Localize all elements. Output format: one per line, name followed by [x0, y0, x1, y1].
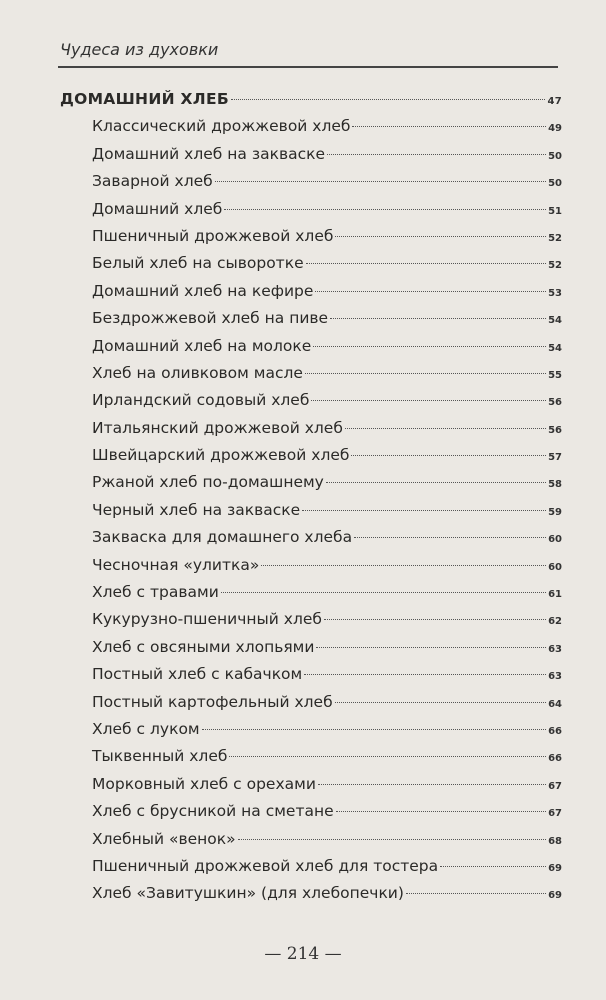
toc-entry-page: 56 — [548, 424, 562, 436]
dot-leader — [440, 866, 546, 867]
toc-entry-title: Закваска для домашнего хлеба — [92, 528, 353, 547]
dot-leader — [354, 537, 546, 538]
dot-leader — [335, 702, 546, 703]
toc-entry-title: Домашний хлеб на молоке — [92, 336, 312, 355]
toc-entry-title: Хлебный «венок» — [92, 829, 236, 848]
toc-entry-page: 54 — [548, 342, 562, 354]
dot-leader — [330, 318, 546, 319]
dot-leader — [406, 893, 546, 894]
toc-entry-page: 52 — [548, 232, 562, 244]
toc-entry-title: Классический дрожжевой хлеб — [92, 117, 351, 136]
toc-entry-title: Тыквенный хлеб — [92, 747, 228, 766]
dot-leader — [229, 756, 546, 757]
toc-entry — [60, 360, 562, 387]
toc-entry — [60, 634, 562, 661]
toc-entry-title: Домашний хлеб — [92, 199, 223, 218]
dot-leader — [238, 839, 546, 840]
dot-leader — [305, 373, 546, 374]
toc-entries — [60, 113, 562, 907]
toc-entry — [60, 606, 562, 633]
toc-entry-page: 58 — [548, 479, 562, 491]
toc-entry-page: 51 — [548, 205, 562, 217]
toc-section-heading — [60, 86, 562, 113]
toc-entry-title: Ирландский содовый хлеб — [92, 391, 310, 410]
toc-entry — [60, 196, 562, 223]
dot-leader — [231, 99, 545, 100]
toc-entry — [60, 497, 562, 524]
toc-entry-page: 60 — [548, 534, 562, 546]
toc-section-title: ДОМАШНИЙ ХЛЕБ — [60, 90, 229, 108]
toc-entry-page: 57 — [548, 452, 562, 464]
toc-entry-title: Швейцарский дрожжевой хлеб — [92, 446, 350, 465]
toc-entry-title: Заварной хлеб — [92, 172, 213, 191]
toc-entry-page: 61 — [548, 589, 562, 601]
dot-leader — [345, 428, 546, 429]
toc-entry — [60, 333, 562, 360]
toc-section-page: 47 — [547, 96, 562, 107]
toc-entry — [60, 113, 562, 140]
dot-leader — [324, 619, 546, 620]
toc-entry-title: Ржаной хлеб по-домашнему — [92, 473, 324, 492]
toc-entry — [60, 524, 562, 551]
dot-leader — [351, 455, 546, 456]
toc-entry-page: 53 — [548, 287, 562, 299]
toc-entry-page: 60 — [548, 561, 562, 573]
toc-entry-title: Итальянский дрожжевой хлеб — [92, 418, 343, 437]
toc-entry-title: Бездрожжевой хлеб на пиве — [92, 309, 329, 328]
toc-entry-title: Хлеб с овсяными хлопьями — [92, 637, 315, 656]
dot-leader — [318, 784, 546, 785]
toc-entry — [60, 880, 562, 907]
toc-entry-page: 56 — [548, 397, 562, 409]
toc-entry-title: Белый хлеб на сыворотке — [92, 254, 304, 273]
toc-entry — [60, 689, 562, 716]
dot-leader — [261, 565, 546, 566]
toc-entry-page: 50 — [548, 178, 562, 190]
toc-entry — [60, 223, 562, 250]
toc-entry-title: Хлеб с брусникой на сметане — [92, 802, 334, 821]
toc-entry-title: Постный хлеб с кабачком — [92, 665, 303, 684]
toc-entry-title: Чесночная «улитка» — [92, 555, 260, 574]
dot-leader — [313, 346, 546, 347]
toc-entry — [60, 141, 562, 168]
toc-entry-title: Пшеничный дрожжевой хлеб — [92, 226, 334, 245]
dot-leader — [311, 400, 546, 401]
dot-leader — [306, 263, 546, 264]
toc-entry — [60, 552, 562, 579]
toc-entry-title: Домашний хлеб на кефире — [92, 281, 314, 300]
toc-entry-title: Хлеб с травами — [92, 583, 219, 602]
dot-leader — [304, 674, 546, 675]
toc-entry-title: Хлеб «Завитушкин» (для хлебопечки) — [92, 884, 404, 903]
toc-entry-page: 49 — [548, 123, 562, 135]
toc-entry — [60, 826, 562, 853]
toc-entry — [60, 716, 562, 743]
toc-entry-title: Кукурузно-пшеничный хлеб — [92, 610, 322, 629]
toc-entry — [60, 415, 562, 442]
toc-entry-page: 62 — [548, 616, 562, 628]
toc-entry-page: 66 — [548, 725, 562, 737]
toc-entry-page: 66 — [548, 753, 562, 765]
toc-entry-page: 50 — [548, 150, 562, 162]
dot-leader — [215, 181, 546, 182]
toc-entry-page: 64 — [548, 698, 562, 710]
dot-leader — [221, 592, 546, 593]
toc-entry-title: Пшеничный дрожжевой хлеб для тостера — [92, 856, 439, 875]
dot-leader — [202, 729, 546, 730]
toc-entry — [60, 743, 562, 770]
toc-entry-page: 55 — [548, 369, 562, 381]
toc-entry-page: 69 — [548, 862, 562, 874]
page-number: — 214 — — [264, 944, 342, 964]
toc-entry-title: Хлеб на оливковом масле — [92, 363, 303, 382]
dot-leader — [316, 647, 546, 648]
toc-entry — [60, 278, 562, 305]
toc-entry-title: Морковный хлеб с орехами — [92, 774, 316, 793]
dot-leader — [336, 811, 546, 812]
toc-entry-title: Домашний хлеб на закваске — [92, 144, 325, 163]
toc-entry — [60, 250, 562, 277]
dot-leader — [327, 154, 546, 155]
dot-leader — [302, 510, 546, 511]
toc-entry-title: Черный хлеб на закваске — [92, 500, 301, 519]
dot-leader — [326, 482, 546, 483]
toc-entry-page: 69 — [548, 890, 562, 902]
toc-entry — [60, 168, 562, 195]
header-rule — [58, 66, 558, 68]
toc-entry-page: 54 — [548, 315, 562, 327]
table-of-contents — [60, 86, 562, 908]
toc-entry-page: 67 — [548, 808, 562, 820]
toc-entry-page: 59 — [548, 506, 562, 518]
toc-entry — [60, 387, 562, 414]
toc-entry — [60, 469, 562, 496]
toc-entry — [60, 442, 562, 469]
toc-entry — [60, 853, 562, 880]
dot-leader — [224, 209, 546, 210]
toc-entry — [60, 661, 562, 688]
toc-entry — [60, 798, 562, 825]
dot-leader — [352, 126, 546, 127]
toc-entry-title: Хлеб с луком — [92, 719, 200, 738]
dot-leader — [335, 236, 546, 237]
dot-leader — [315, 291, 546, 292]
toc-entry-page: 63 — [548, 643, 562, 655]
toc-entry — [60, 771, 562, 798]
toc-entry — [60, 305, 562, 332]
toc-entry — [60, 579, 562, 606]
toc-entry-page: 52 — [548, 260, 562, 272]
toc-entry-title: Постный картофельный хлеб — [92, 692, 333, 711]
toc-entry-page: 63 — [548, 671, 562, 683]
toc-entry-page: 67 — [548, 780, 562, 792]
toc-entry-page: 68 — [548, 835, 562, 847]
running-head: Чудеса из духовки — [60, 40, 219, 59]
